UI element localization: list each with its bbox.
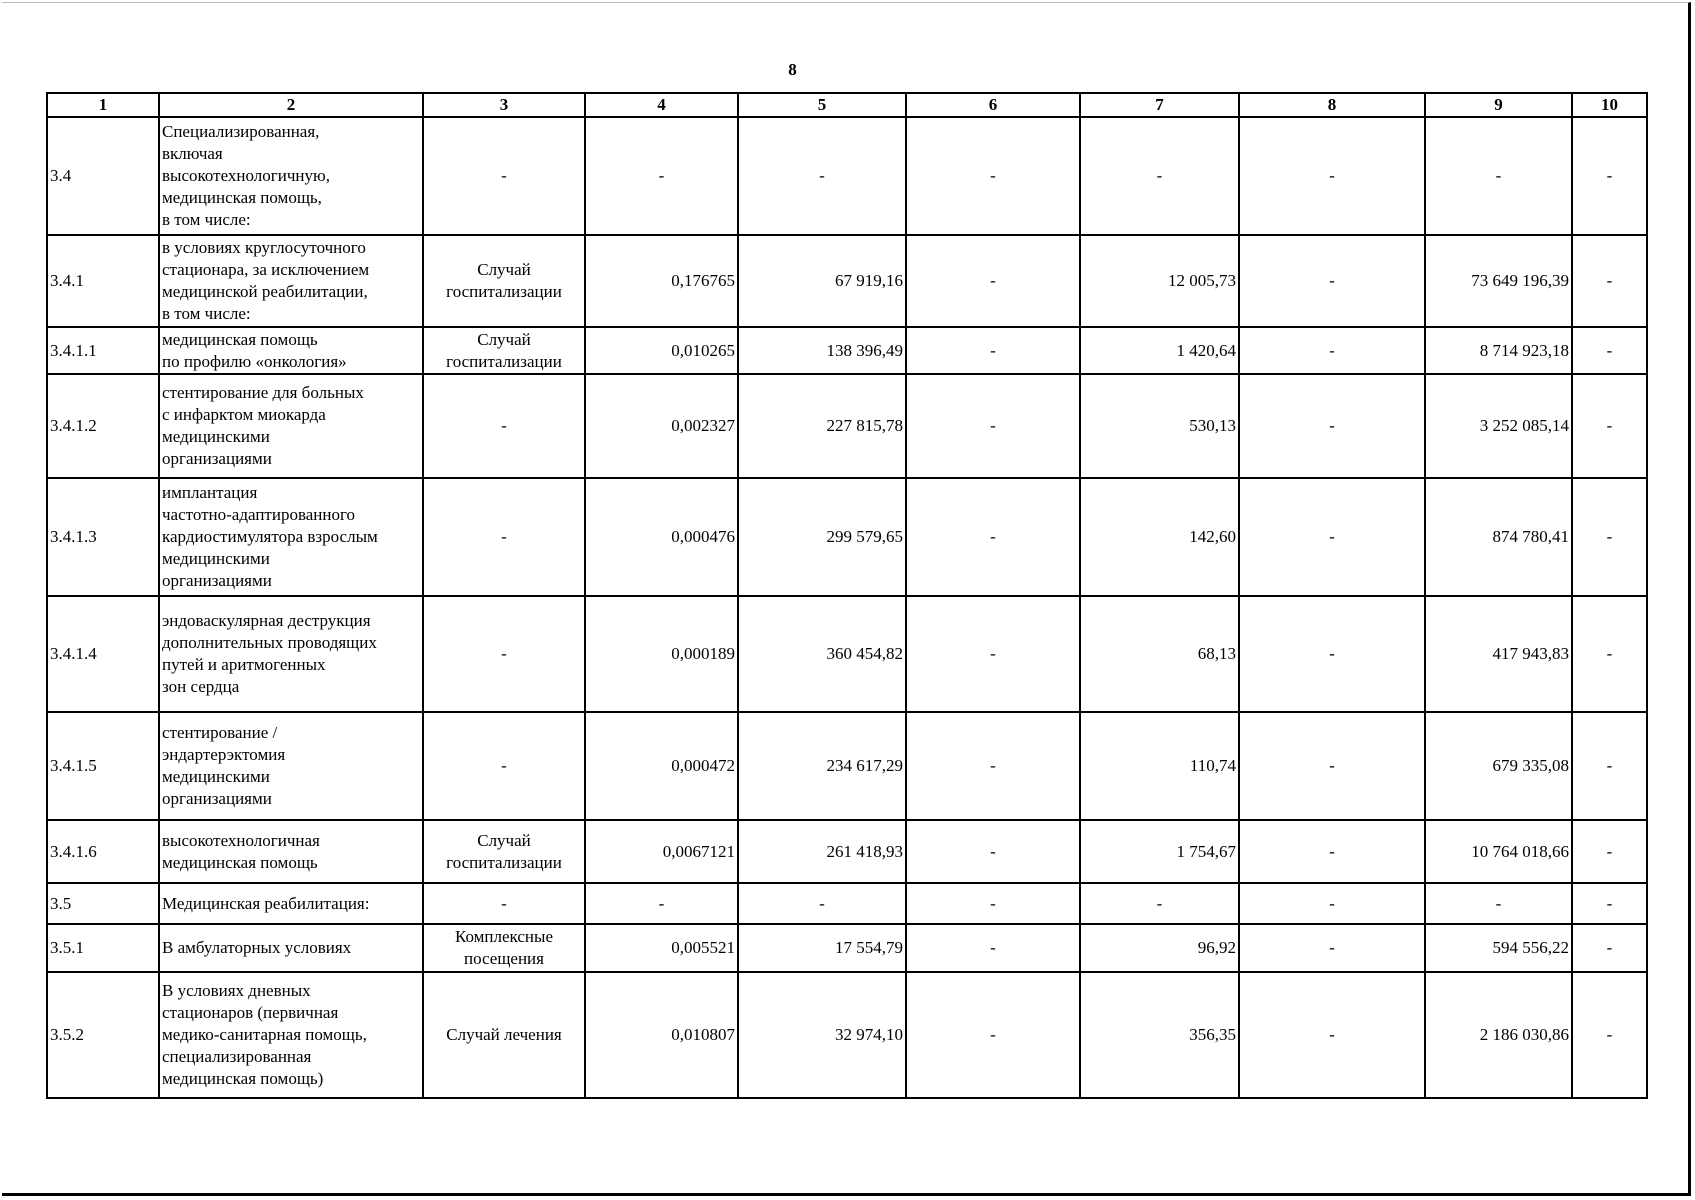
value-cell: - <box>585 883 738 924</box>
value-cell: - <box>1572 596 1647 712</box>
unit-cell <box>423 327 585 374</box>
value-cell: - <box>906 883 1080 924</box>
row-number: 3.4.1 <box>47 235 159 327</box>
description-line: имплантация <box>162 483 258 502</box>
column-header: 10 <box>1572 93 1647 117</box>
column-header: 6 <box>906 93 1080 117</box>
value-cell: - <box>1572 327 1647 374</box>
column-header: 2 <box>159 93 423 117</box>
value-cell: 73 649 196,39 <box>1425 235 1572 327</box>
description-line: частотно-адаптированного <box>162 505 356 524</box>
value-cell: 417 943,83 <box>1425 596 1572 712</box>
description-line: Специализированная, <box>162 122 320 141</box>
column-header: 3 <box>423 93 585 117</box>
table-row <box>47 327 1647 374</box>
table-row <box>47 374 1647 478</box>
unit-cell <box>423 924 585 972</box>
row-number: 3.4.1.3 <box>47 478 159 596</box>
value-cell: - <box>1239 820 1425 883</box>
description-line: медицинская помощь <box>162 329 318 349</box>
description-line: стационаров (первичная <box>162 1003 339 1022</box>
value-cell: - <box>1572 712 1647 820</box>
column-header: 5 <box>738 93 906 117</box>
value-cell: 1 754,67 <box>1080 820 1239 883</box>
row-description <box>159 327 423 374</box>
description-line: стационара, за исключением <box>162 260 370 279</box>
value-cell: 10 764 018,66 <box>1425 820 1572 883</box>
value-cell: 68,13 <box>1080 596 1239 712</box>
row-number: 3.4.1.4 <box>47 596 159 712</box>
description-line: специализированная <box>162 1047 312 1066</box>
description-line: высокотехнологичная <box>162 830 320 850</box>
value-cell: - <box>1239 596 1425 712</box>
value-cell: 0,010807 <box>585 972 738 1098</box>
value-cell: - <box>1239 972 1425 1098</box>
row-number: 3.5.2 <box>47 972 159 1098</box>
value-cell: - <box>1239 235 1425 327</box>
row-number: 3.4.1.1 <box>47 327 159 374</box>
value-cell: 1 420,64 <box>1080 327 1239 374</box>
description-line: медицинскими <box>162 767 270 786</box>
value-cell: 227 815,78 <box>738 374 906 478</box>
value-cell: - <box>906 820 1080 883</box>
value-cell: - <box>906 478 1080 596</box>
row-description <box>159 596 423 712</box>
description-line: Медицинская реабилитация: <box>162 893 370 913</box>
value-cell: 234 617,29 <box>738 712 906 820</box>
row-description <box>159 117 423 235</box>
value-cell: 3 252 085,14 <box>1425 374 1572 478</box>
description-line: медицинскими <box>162 427 270 446</box>
value-cell: 874 780,41 <box>1425 478 1572 596</box>
value-cell: - <box>1572 972 1647 1098</box>
value-cell: - <box>1425 883 1572 924</box>
value-cell: - <box>585 117 738 235</box>
description-line: медицинская помощь, <box>162 188 322 207</box>
value-cell: - <box>906 374 1080 478</box>
row-description <box>159 883 423 924</box>
value-cell: 12 005,73 <box>1080 235 1239 327</box>
description-line: дополнительных проводящих <box>162 633 377 652</box>
description-line: медико-санитарная помощь, <box>162 1025 367 1044</box>
value-cell: 138 396,49 <box>738 327 906 374</box>
value-cell: - <box>1572 478 1647 596</box>
table-row <box>47 820 1647 883</box>
value-cell: 0,002327 <box>585 374 738 478</box>
column-header: 4 <box>585 93 738 117</box>
table-row <box>47 235 1647 327</box>
row-description <box>159 972 423 1098</box>
description-line: организациями <box>162 571 272 590</box>
column-header: 1 <box>47 93 159 117</box>
unit-line: госпитализации <box>446 351 562 371</box>
value-cell: - <box>1425 117 1572 235</box>
value-cell: 360 454,82 <box>738 596 906 712</box>
value-cell: 17 554,79 <box>738 924 906 972</box>
value-cell: 261 418,93 <box>738 820 906 883</box>
unit-line: Случай <box>477 260 531 279</box>
description-line: зон сердца <box>162 677 240 696</box>
unit-line: Случай лечения <box>446 1025 562 1044</box>
value-cell: 679 335,08 <box>1425 712 1572 820</box>
unit-line: Комплексные <box>455 927 553 946</box>
row-number: 3.5.1 <box>47 924 159 972</box>
value-cell: - <box>1239 924 1425 972</box>
table-row <box>47 883 1647 924</box>
unit-cell: - <box>423 374 585 478</box>
table-row <box>47 924 1647 972</box>
value-cell: - <box>1080 883 1239 924</box>
description-line: медицинской реабилитации, <box>162 282 368 301</box>
table-row <box>47 478 1647 596</box>
value-cell: - <box>1239 327 1425 374</box>
row-number: 3.4.1.2 <box>47 374 159 478</box>
description-line: В условиях дневных <box>162 981 311 1000</box>
value-cell: - <box>906 235 1080 327</box>
value-cell: - <box>906 596 1080 712</box>
description-line: организациями <box>162 789 272 808</box>
value-cell: 8 714 923,18 <box>1425 327 1572 374</box>
value-cell: - <box>1572 883 1647 924</box>
row-description <box>159 924 423 972</box>
value-cell: 0,176765 <box>585 235 738 327</box>
value-cell: 299 579,65 <box>738 478 906 596</box>
description-line: с инфарктом миокарда <box>162 405 326 424</box>
description-line: в том числе: <box>162 304 251 323</box>
row-description <box>159 478 423 596</box>
value-cell: 110,74 <box>1080 712 1239 820</box>
column-header: 9 <box>1425 93 1572 117</box>
unit-line: госпитализации <box>446 282 562 301</box>
unit-cell: - <box>423 478 585 596</box>
row-number: 3.5 <box>47 883 159 924</box>
description-line: включая <box>162 144 223 163</box>
value-cell: 0,005521 <box>585 924 738 972</box>
description-line: В амбулаторных условиях <box>162 938 352 957</box>
row-number: 3.4.1.6 <box>47 820 159 883</box>
value-cell: 67 919,16 <box>738 235 906 327</box>
description-line: в условиях круглосуточного <box>162 238 366 257</box>
row-description <box>159 820 423 883</box>
description-line: медицинская помощь <box>162 852 318 872</box>
value-cell: 96,92 <box>1080 924 1239 972</box>
description-line: стентирование для больных <box>162 383 364 402</box>
table-row <box>47 117 1647 235</box>
table-row <box>47 596 1647 712</box>
unit-cell: - <box>423 712 585 820</box>
value-cell: 0,010265 <box>585 327 738 374</box>
value-cell: - <box>1239 712 1425 820</box>
column-header: 7 <box>1080 93 1239 117</box>
value-cell: 2 186 030,86 <box>1425 972 1572 1098</box>
description-line: организациями <box>162 449 272 468</box>
row-description <box>159 374 423 478</box>
value-cell: - <box>906 117 1080 235</box>
value-cell: - <box>1572 924 1647 972</box>
unit-cell: - <box>423 596 585 712</box>
value-cell: - <box>906 924 1080 972</box>
value-cell: - <box>1572 820 1647 883</box>
row-description <box>159 235 423 327</box>
value-cell: 530,13 <box>1080 374 1239 478</box>
column-header: 8 <box>1239 93 1425 117</box>
value-cell: - <box>906 327 1080 374</box>
unit-cell <box>423 235 585 327</box>
value-cell: 594 556,22 <box>1425 924 1572 972</box>
value-cell: - <box>906 972 1080 1098</box>
unit-line: Случай <box>477 830 531 850</box>
value-cell: - <box>1572 117 1647 235</box>
unit-cell <box>423 972 585 1098</box>
unit-line: госпитализации <box>446 852 562 872</box>
unit-cell <box>423 820 585 883</box>
description-line: кардиостимулятора взрослым <box>162 527 378 546</box>
value-cell: - <box>1572 374 1647 478</box>
value-cell: - <box>1080 117 1239 235</box>
description-line: путей и аритмогенных <box>162 655 326 674</box>
value-cell: - <box>738 117 906 235</box>
description-line: медицинскими <box>162 549 270 568</box>
value-cell: 356,35 <box>1080 972 1239 1098</box>
value-cell: 142,60 <box>1080 478 1239 596</box>
row-number: 3.4.1.5 <box>47 712 159 820</box>
description-line: эндартерэктомия <box>162 745 286 764</box>
value-cell: - <box>906 712 1080 820</box>
unit-line: посещения <box>464 949 544 968</box>
value-cell: 32 974,10 <box>738 972 906 1098</box>
value-cell: 0,000189 <box>585 596 738 712</box>
value-cell: 0,000472 <box>585 712 738 820</box>
data-table <box>46 92 1648 1099</box>
value-cell: - <box>1239 117 1425 235</box>
page-number: 8 <box>788 60 797 79</box>
row-description <box>159 712 423 820</box>
description-line: эндоваскулярная деструкция <box>162 611 371 630</box>
row-number: 3.4 <box>47 117 159 235</box>
value-cell: 0,0067121 <box>585 820 738 883</box>
description-line: высокотехнологичную, <box>162 166 330 185</box>
unit-cell: - <box>423 117 585 235</box>
table-row <box>47 712 1647 820</box>
table-row <box>47 972 1647 1098</box>
value-cell: 0,000476 <box>585 478 738 596</box>
unit-line: Случай <box>477 329 531 349</box>
value-cell: - <box>1239 883 1425 924</box>
description-line: в том числе: <box>162 210 251 229</box>
value-cell: - <box>738 883 906 924</box>
value-cell: - <box>1239 478 1425 596</box>
unit-cell: - <box>423 883 585 924</box>
value-cell: - <box>1572 235 1647 327</box>
value-cell: - <box>1239 374 1425 478</box>
description-line: стентирование / <box>162 723 278 742</box>
table-header-row <box>47 93 1647 117</box>
description-line: медицинская помощь) <box>162 1069 324 1088</box>
description-line: по профилю «онкология» <box>162 351 347 371</box>
